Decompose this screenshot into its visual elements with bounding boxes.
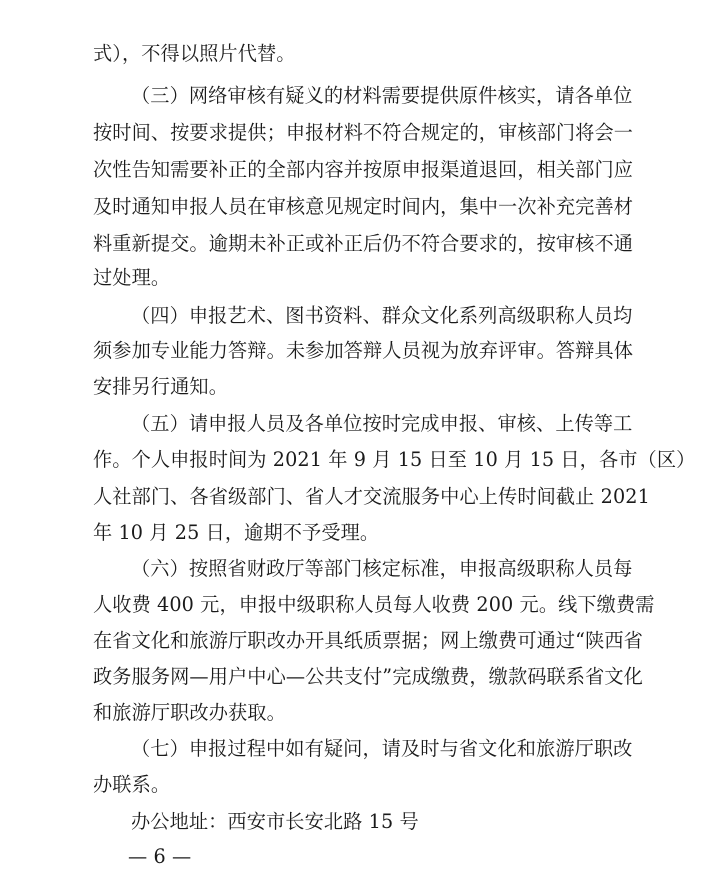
paragraph-3-line-4: 及时通知申报人员在审核意见规定时间内，集中一次补充完善材 xyxy=(93,195,634,218)
paragraph-3-line-5: 料重新提交。逾期未补正或补正后仍不符合要求的，按审核不通 xyxy=(93,232,634,255)
paragraph-5-line-4: 年 10 月 25 日，逾期不予受理。 xyxy=(93,521,380,544)
paragraph-5-line-2: 作。个人申报时间为 2021 年 9 月 15 日至 10 月 15 日，各市（区） xyxy=(93,448,696,471)
paragraph-5-line-3: 人社部门、各省级部门、省人才交流服务中心上传时间截止 2021 xyxy=(93,485,650,508)
paragraph-6-line-2: 人收费 400 元，申报中级职称人员每人收费 200 元。线下缴费需 xyxy=(93,593,655,616)
paragraph-5-line-1: （五）请申报人员及各单位按时完成申报、审核、上传等工 xyxy=(131,412,633,435)
paragraph-4-line-2: 须参加专业能力答辩。未参加答辩人员视为放弃评审。答辩具体 xyxy=(93,339,634,362)
office-address: 办公地址：西安市长安北路 15 号 xyxy=(131,810,419,833)
paragraph-3-line-6: 过处理。 xyxy=(93,266,171,289)
paragraph-3-line-1: （三）网络审核有疑义的材料需要提供原件核实，请各单位 xyxy=(131,84,633,107)
paragraph-3-line-3: 次性告知需要补正的全部内容并按原申报渠道退回，相关部门应 xyxy=(93,158,634,181)
paragraph-7-line-1: （七）申报过程中如有疑问，请及时与省文化和旅游厅职改 xyxy=(131,737,633,760)
paragraph-4-line-3: 安排另行通知。 xyxy=(93,375,229,398)
page-number: — 6 — xyxy=(128,845,192,868)
paragraph-4-line-1: （四）申报艺术、图书资料、群众文化系列高级职称人员均 xyxy=(131,304,633,327)
paragraph-6-line-5: 和旅游厅职改办获取。 xyxy=(93,701,286,724)
paragraph-7-line-2: 办联系。 xyxy=(93,773,171,796)
paragraph-6-line-1: （六）按照省财政厅等部门核定标准，申报高级职称人员每 xyxy=(131,557,633,580)
text-line-1: 式），不得以照片代替。 xyxy=(93,42,296,65)
paragraph-3-line-2: 按时间、按要求提供；申报材料不符合规定的，审核部门将会一 xyxy=(93,121,634,144)
paragraph-6-line-3: 在省文化和旅游厅职改办开具纸质票据；网上缴费可通过“陕西省 xyxy=(93,629,643,652)
paragraph-6-line-4: 政务服务网—用户中心—公共支付”完成缴费，缴款码联系省文化 xyxy=(93,665,643,688)
